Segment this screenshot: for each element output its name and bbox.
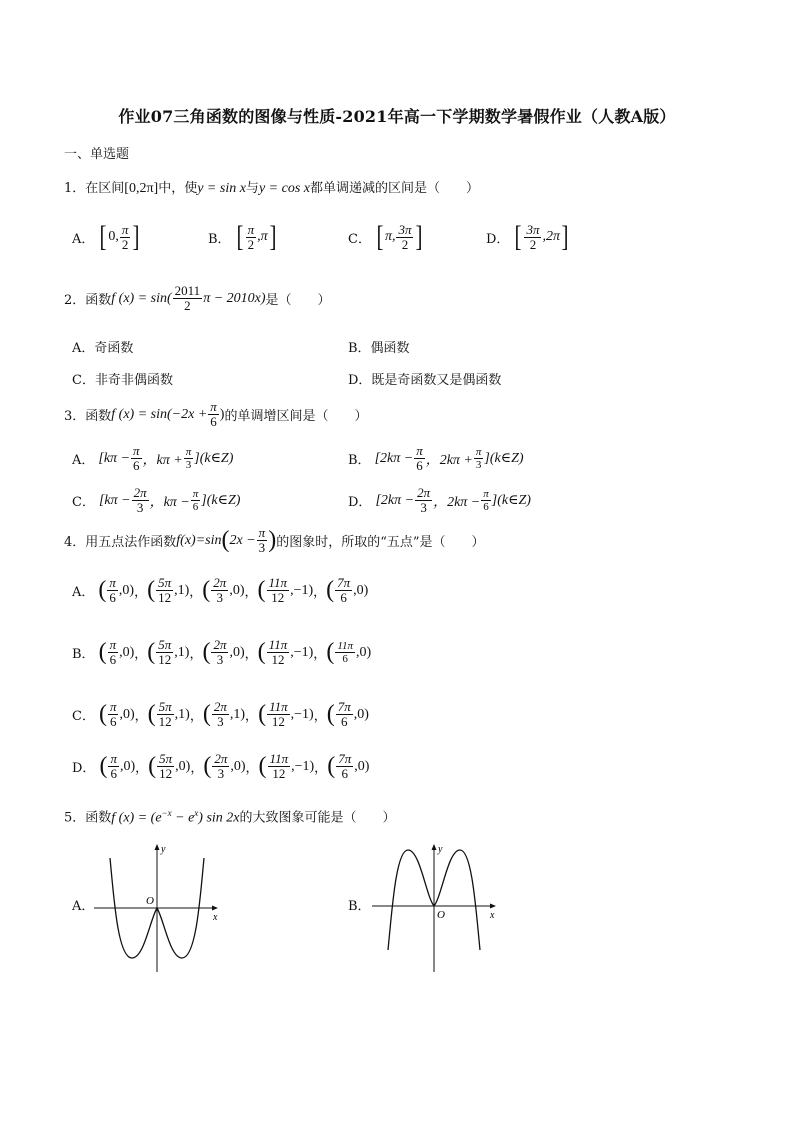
x-axis-label: x [213,912,218,923]
q1-option-a[interactable]: A． [ 0, $\frac{\pi}{2}$ ] [72,220,140,253]
q4-option-a[interactable]: A． ( $\frac{\pi}{6}$ ,0) ， ( $\frac{5\pi}{12}$ ,1) ， ( $\frac{2\pi}{3}$ ,0) ， ( $\frac{11\pi}{12}$ ,−1) ， ( $\frac{7\pi}{6}$ ,0) [72,575,369,605]
y-axis-arrow [432,844,437,850]
q5-graph-a[interactable] [92,840,224,974]
q2-option-c[interactable]: C．非奇非偶函数 [72,373,173,388]
q4-option-c[interactable]: C． ( $\frac{\pi}{6}$ ,0) ， ( $\frac{5\pi}{12}$ ,1) ， ( $\frac{2\pi}{3}$ ,1) ， ( $\frac{11\pi}{12}$ ,−1) ， ( $\frac{7\pi}{6}$ ,0) [72,699,369,729]
question-4: 4．用五点法作函数 f(x)=sin ( 2x − $\frac{\pi}{3}$ ) 的图象时，所取的“五点”是（ ） [64,525,485,555]
y-axis-label: y [161,844,166,855]
origin-label: O [437,909,445,921]
x-axis-arrow [212,906,218,911]
question-3: 3．函数 f (x) = sin(−2x + $\frac{\pi}{6}$ ) 的单调增区间是（ ） [64,399,368,429]
question-5: 5．函数f $(x) = (e^{-x} - e^x)$ sin 2x的大致图象可能是（ ） [64,808,396,826]
y-axis-arrow [155,844,160,850]
q1-option-c[interactable]: C． [ π, $\frac{3\pi}{2}$ ] [348,220,423,253]
section-heading: 一、单选题 [64,147,130,162]
q4-option-b[interactable]: B． ( $\frac{\pi}{6}$ ,0) ， ( $\frac{5\pi}{12}$ ,1) ， ( $\frac{2\pi}{3}$ ,0) ， ( $\frac{11\pi}{12}$ ,−1) ， ( $\frac{11\pi}{6}$ ,0) [72,637,372,667]
q4-option-d[interactable]: D． ( $\frac{\pi}{6}$ ,0) ， ( $\frac{5\pi}{12}$ ,0) ， ( $\frac{2\pi}{3}$ ,0) ， ( $\frac{11\pi}{12}$ ,−1) ， ( $\frac{7\pi}{6}$ ,0) [72,751,370,781]
q3-option-d[interactable]: D． [2kπ − $\frac{2\pi}{3}$ ，2kπ − $\frac{\pi}{6}$ ] (k∈Z) [348,485,531,515]
q1-option-d[interactable]: D． [ $\frac{3\pi}{2}$ ,2π ] [486,220,569,253]
sin-function: y = sin x [197,181,246,196]
q3-option-a[interactable]: A． [kπ − $\frac{\pi}{6}$ ，kπ + $\frac{\pi}{3}$ ] (k∈Z) [72,443,234,473]
q3-option-c[interactable]: C． [kπ − $\frac{2\pi}{3}$ ，kπ − $\frac{\pi}{6}$ ] (k∈Z) [72,485,241,515]
question-1: 1．在区间[0,2π]中，使y = sin x与y = cos x都单调递减的区间是（ ） [64,181,479,196]
q2-option-b[interactable]: B．偶函数 [348,341,410,356]
origin-label: O [146,895,154,907]
q5-graph-b[interactable] [370,840,502,974]
cos-function: y = cos x [258,181,310,196]
q2-option-a[interactable]: A．奇函数 [72,341,134,356]
q5-option-a-label[interactable]: A． [72,899,95,914]
q5-option-b-label[interactable]: B． [348,899,371,914]
q2-option-d[interactable]: D．既是奇函数又是偶函数 [348,373,502,388]
q3-option-b[interactable]: B． [2kπ − $\frac{\pi}{6}$ ，2kπ + $\frac{\pi}{3}$ ] (k∈Z) [348,443,524,473]
q1-option-b[interactable]: B． [ $\frac{\pi}{2}$ ,π ] [208,220,277,253]
document-title: 作业07三角函数的图像与性质-2021年高一下学期数学暑假作业（人教A版） [118,107,676,126]
question-2: 2．函数 f (x) = sin( $\frac{2011}{2}$ π − 2010x) 是（ ） [64,283,331,313]
x-axis-arrow [490,904,496,909]
x-axis-label: x [490,910,495,921]
interval-expression: [0,2π] [124,181,159,196]
function-expression: f (x) = sin( [111,290,172,306]
y-axis-label: y [438,844,443,855]
